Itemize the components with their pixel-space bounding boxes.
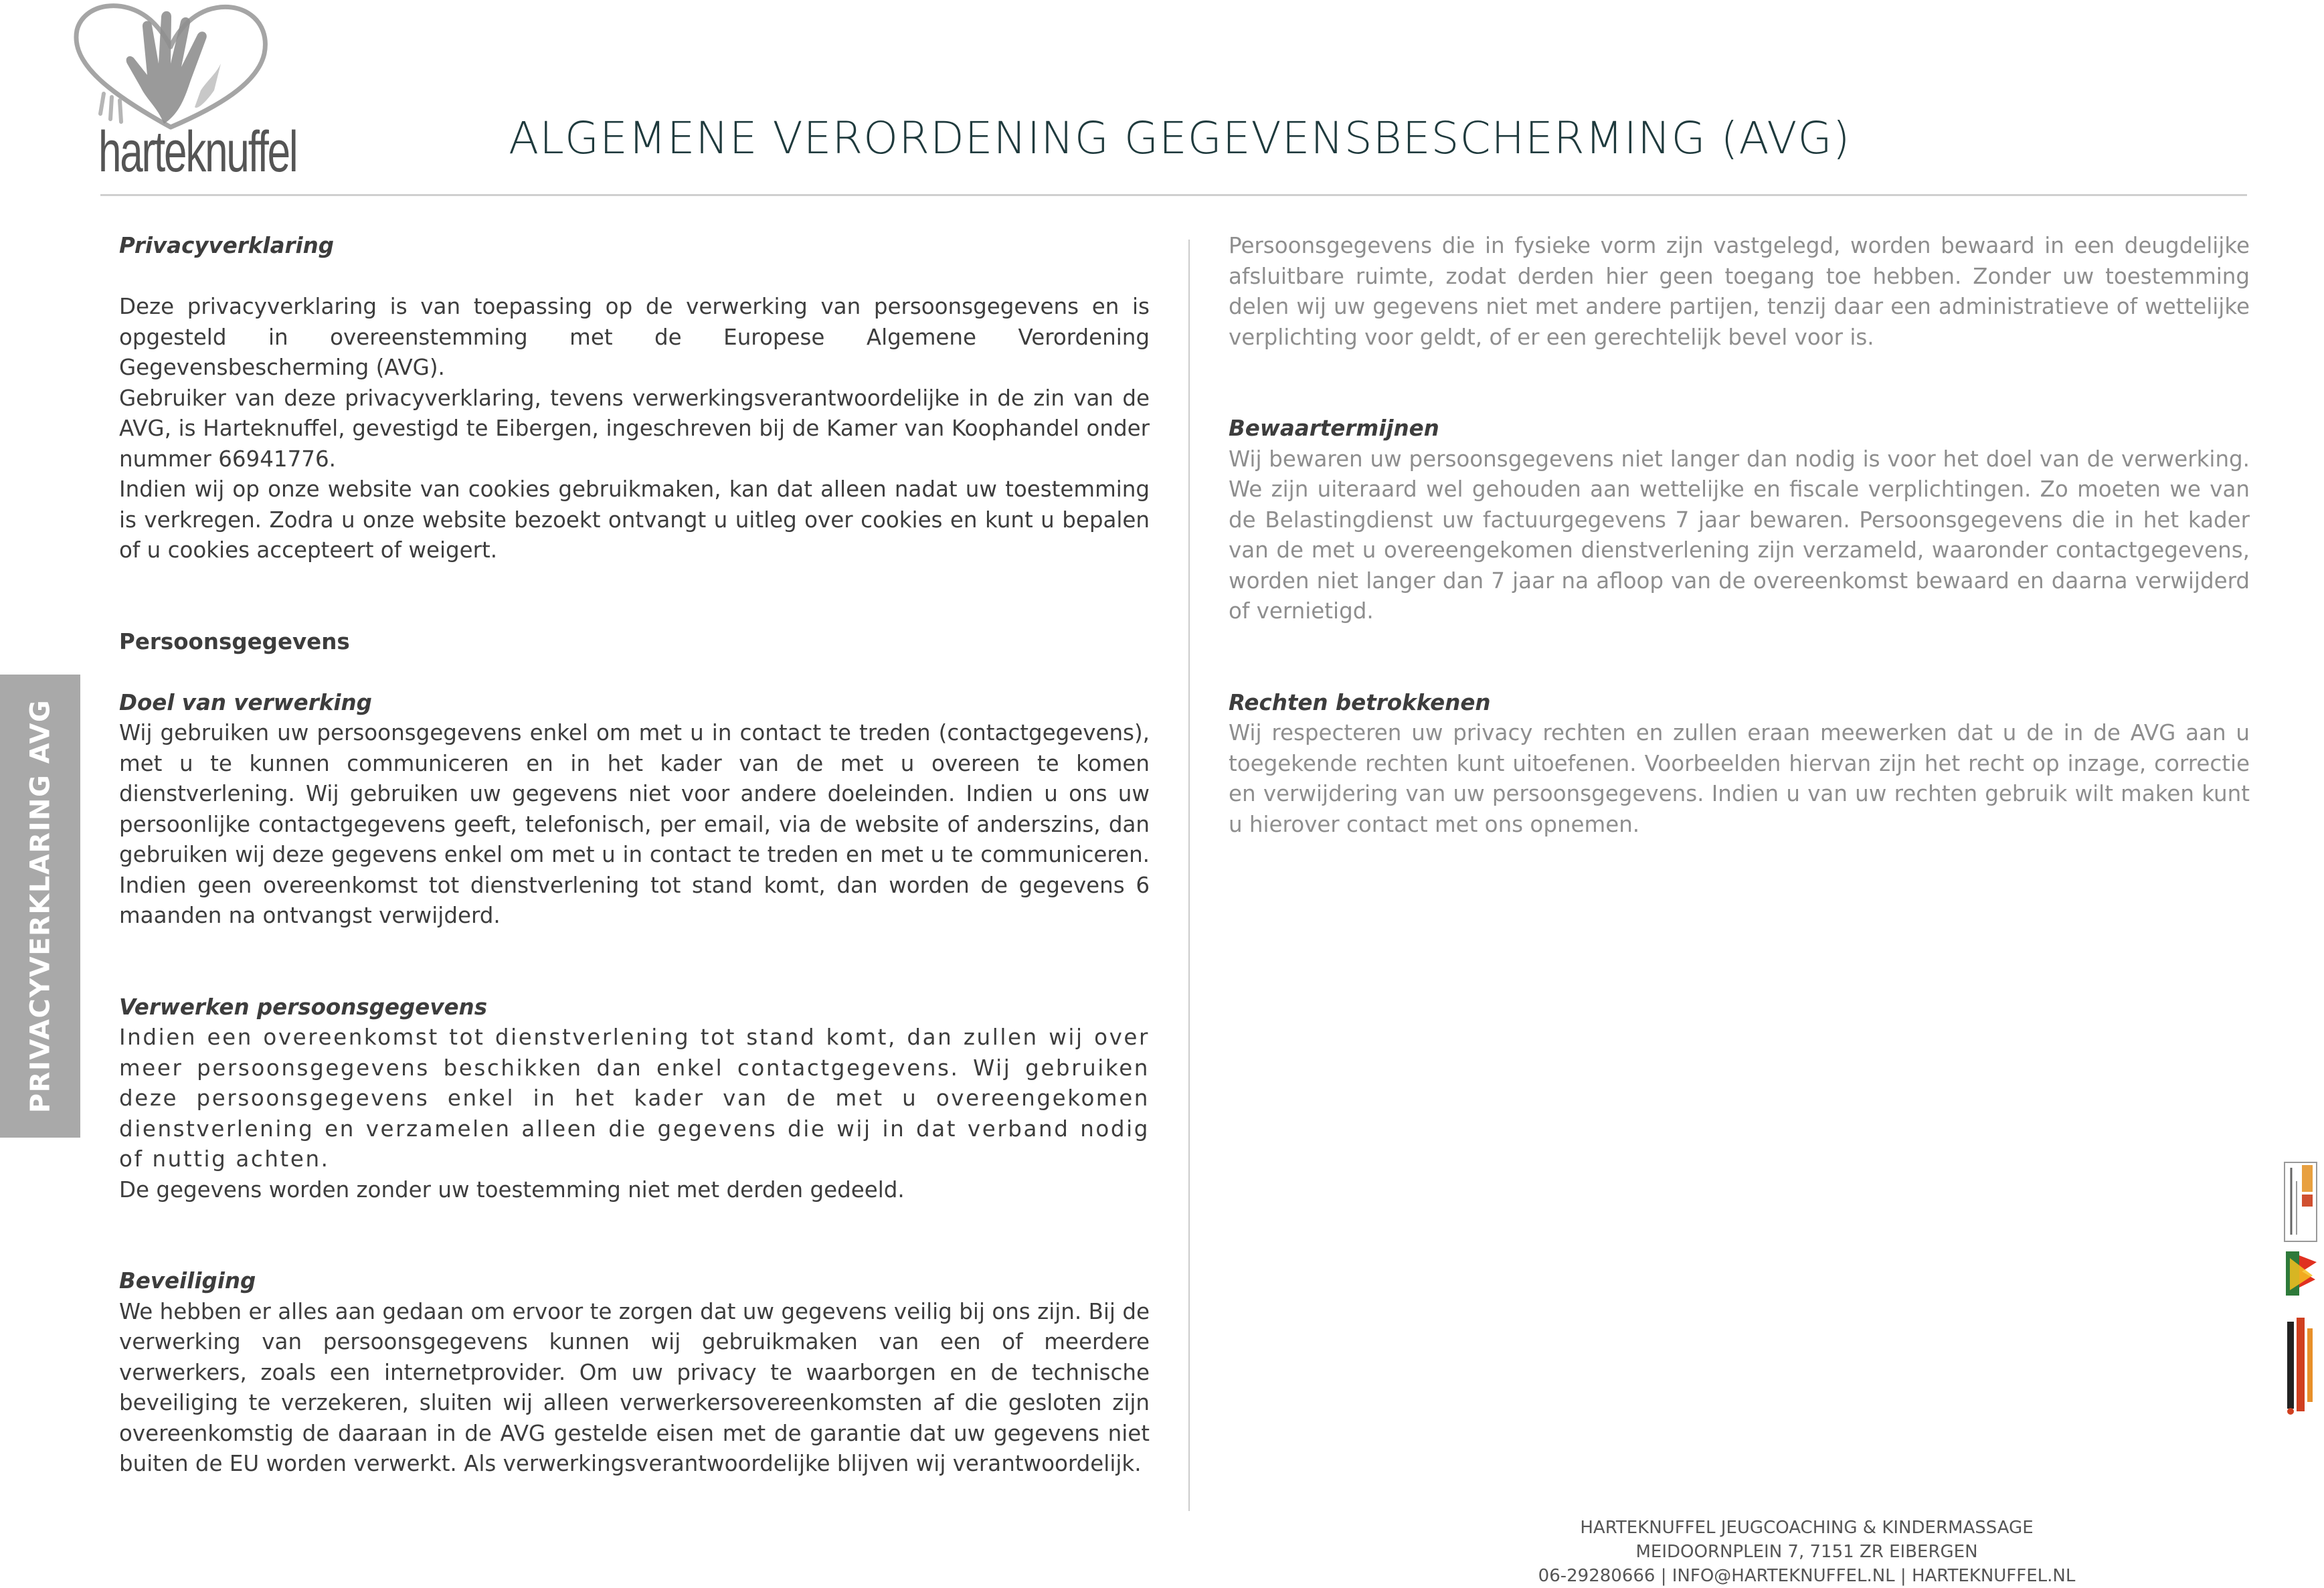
- privacy-paragraph-3: Indien wij op onze website van cookies gebruikmaken, kan dat alleen nadat uw toestemming is verkregen. Zodra u onze website bezoekt ontvangt u uitleg over cookies en kunt u bepalen of u cookies accepteert of weigert.: [119, 476, 1150, 563]
- verwerken-text-2: De gegevens worden zonder uw toestemming niet met derden gedeeld.: [119, 1176, 905, 1203]
- footer: [1472, 1516, 2141, 1588]
- privacy-paragraph-1: Deze privacyverklaring is van toepassing op de verwerking van persoonsgegevens en is opgesteld in overeenstemming met de Europese Algemene Verordening Gegevensbescherming (AVG).: [119, 294, 1150, 380]
- fysiek-text: Persoonsgegevens die in fysieke vorm zijn vastgelegd, worden bewaard in een deugdelijke afsluitbare ruimte, zodat derden hier geen toegang toe hebben. Zonder uw toestemming delen wij uw gegevens niet met andere partijen, tenzij daar een administratieve of wettelijke verplichting voor geldt, of er een gerechtelijk bevel voor is.: [1229, 233, 2250, 350]
- column-divider: [1188, 240, 1190, 1511]
- massage-academie-logo: [2282, 1161, 2319, 1243]
- page-title: ALGEMENE VERORDENING GEGEVENSBESCHERMING (AVG): [509, 112, 1851, 164]
- left-column: [119, 231, 1150, 1480]
- verwerken-heading: Verwerken persoonsgegevens: [119, 994, 488, 1020]
- harteknuffel-logo: [64, 0, 297, 184]
- magie-van-kindercoaching-logo: [2282, 1315, 2319, 1415]
- doel-heading: Doel van verwerking: [119, 689, 372, 715]
- logo-wordmark: harteknuffel: [98, 120, 297, 184]
- side-tab: [0, 675, 80, 1138]
- side-tab-label: PRIVACYVERKLARING AVG: [25, 699, 56, 1114]
- heart-hand-icon: [64, 0, 278, 134]
- beveiliging-heading: Beveiliging: [119, 1268, 256, 1294]
- beveiliging-text: We hebben er alles aan gedaan om ervoor te zorgen dat uw gegevens veilig bij ons zijn. Bij de verwerking van persoonsgegevens kunnen wij gebruikmaken van een of meerdere verwerkers, zoals een internetprovider. Om uw privacy te waarborgen en de technische beveiliging te verzekeren, sluiten wij alleen verwerkersovereenkomsten af die gesloten zijn overeenkomstig de daaraan in de AVG gestelde eisen met de garantie dat uw gegevens niet buiten de EU worden verwerkt. Als verwerkingsverantwoordelijke blijven wij verantwoordelijk.: [119, 1298, 1150, 1476]
- rechten-heading: Rechten betrokkenen: [1229, 689, 1491, 715]
- bewaar-heading: Bewaartermijnen: [1229, 416, 1439, 441]
- privacy-heading: Privacyverklaring: [119, 233, 335, 258]
- title-divider: [100, 194, 2247, 196]
- flag-mark-logo: [2282, 1249, 2319, 1298]
- persoonsgegevens-heading: Persoonsgegevens: [119, 628, 350, 654]
- privacy-paragraph-2: Gebruiker van deze privacyverklaring, tevens verwerkingsverantwoordelijke in de zin van de AVG, is Harteknuffel, gevestigd te Eibergen, ingeschreven bij de Kamer van Koophandel onder nummer 66941776.: [119, 385, 1150, 472]
- bewaar-text: Wij bewaren uw persoonsgegevens niet langer dan nodig is voor het doel van de verwerking. We zijn uiteraard wel gehouden aan wettelijke en fiscale verplichtingen. Zo moeten we van de Belastingdienst uw factuurgegevens 7 jaar bewaren. Persoonsgegevens die in het kader van de met u overeengekomen dienstverlening zijn verzameld, waaronder contactgegevens, worden niet langer dan 7 jaar na afloop van de overeenkomst bewaard en daarna verwijderd of vernietigd.: [1229, 446, 2250, 624]
- rechten-text: Wij respecteren uw privacy rechten en zullen eraan meewerken dat u de in de AVG aan u toegekende rechten kunt uitoefenen. Voorbeelden hiervan zijn het recht op inzage, correctie en verwijdering van uw persoonsgegevens. Indien u van uw rechten gebruik wilt maken kunt u hierover contact met ons opnemen.: [1229, 720, 2250, 837]
- right-column: [1229, 231, 2250, 840]
- footer-company: HARTEKNUFFEL JEUGCOACHING & KINDERMASSAGE: [1580, 1518, 2034, 1538]
- doel-text: Wij gebruiken uw persoonsgegevens enkel om met u in contact te treden (contactgegevens), met u te kunnen communiceren en in het kader van de met u overeen te komen dienstverlening. Wij gebruiken uw gegevens niet voor andere doeleinden. Indien u ons uw persoonlijke contactgegevens geeft, telefonisch, per email, via de website of anderszins, dan gebruiken wij deze gegevens enkel om met u in contact te treden en met u te communiceren. Indien geen overeenkomst tot dienstverlening tot stand komt, dan worden de gegevens 6 maanden na ontvangst verwijderd.: [119, 720, 1150, 928]
- footer-contact: 06-29280666 | INFO@HARTEKNUFFEL.NL | HARTEKNUFFEL.NL: [1538, 1566, 2076, 1586]
- verwerken-text-1: Indien een overeenkomst tot dienstverlening tot stand komt, dan zullen wij over meer persoonsgegevens beschikken dan enkel contactgegevens. Wij gebruiken deze persoonsgegevens enkel in het kader van de met u overeengekomen dienstverlening en verzamelen alleen die gegevens die wij in dat verband nodig of nuttig achten.: [119, 1025, 1150, 1172]
- footer-address: MEIDOORNPLEIN 7, 7151 ZR EIBERGEN: [1635, 1542, 1978, 1562]
